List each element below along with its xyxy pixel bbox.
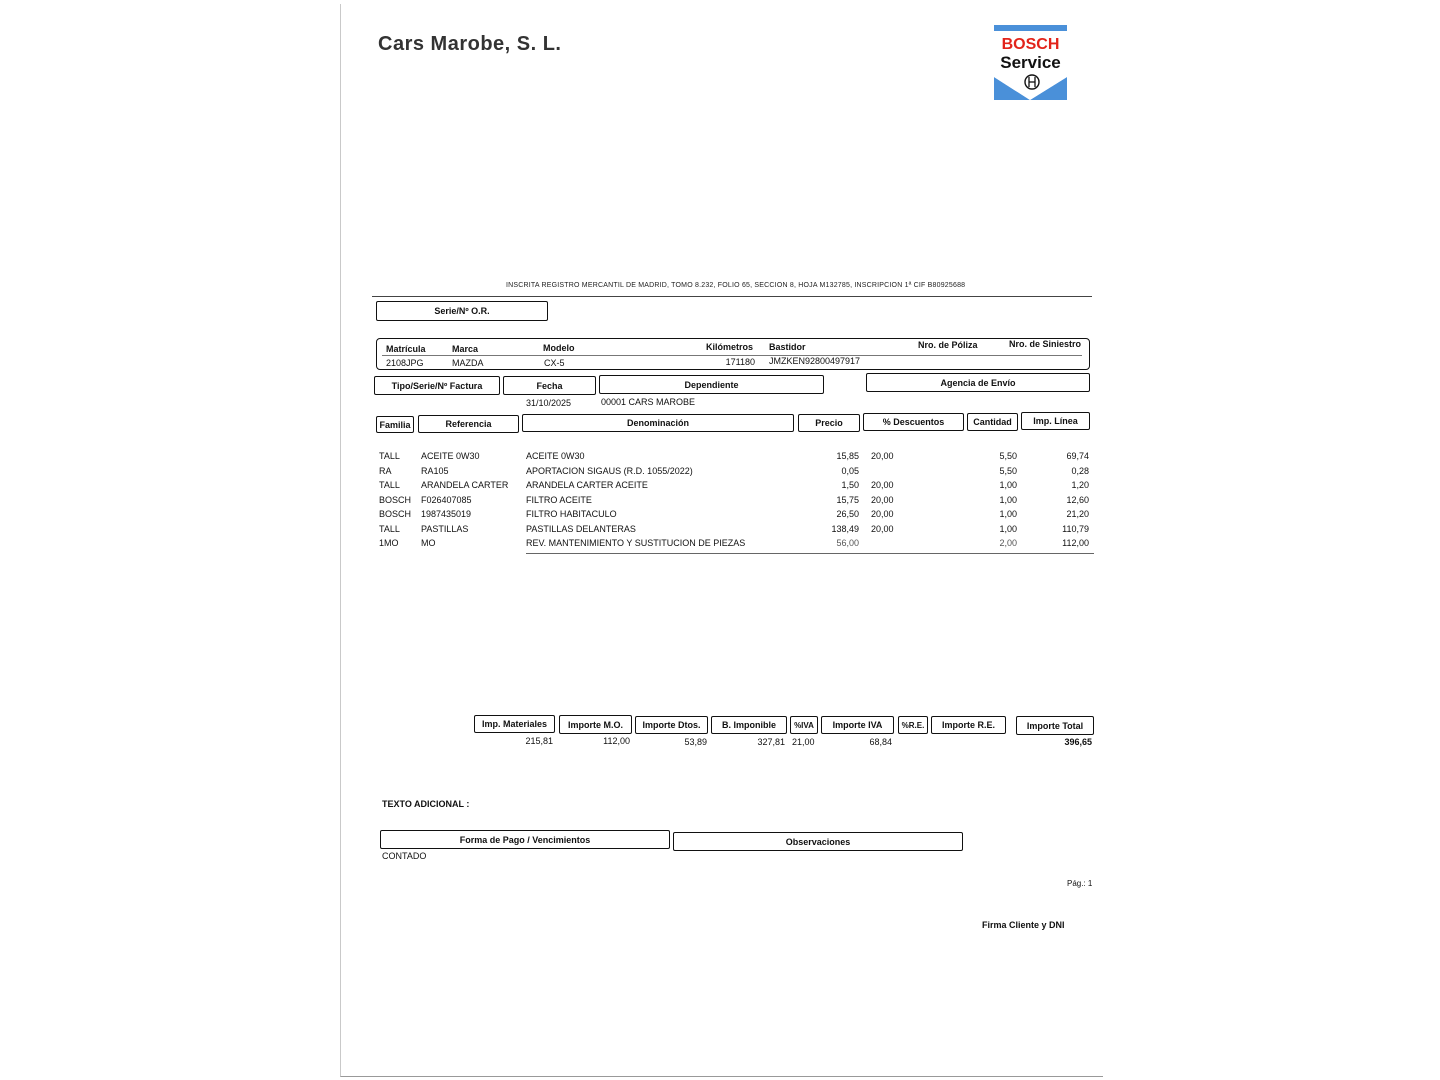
total-header-base: B. Imponible	[711, 716, 787, 734]
lines-bottom-rule	[526, 553, 1094, 554]
table-row: BOSCH F026407085 FILTRO ACEITE 15,75 20,00 1,00 12,60	[379, 495, 1089, 505]
dependiente-label: Dependiente	[684, 379, 739, 390]
svg-text:Service: Service	[1000, 53, 1061, 72]
col-header-cantidad: Cantidad	[967, 413, 1018, 431]
total-iva-pct-value: 21,00	[792, 737, 815, 747]
total-mo-value: 112,00	[603, 736, 630, 746]
total-header-dtos: Importe Dtos.	[635, 716, 708, 734]
total-iva-value: 68,84	[869, 737, 892, 747]
modelo-label: Modelo	[543, 343, 575, 353]
company-name: Cars Marobe, S. L.	[378, 33, 562, 55]
agencia-box	[866, 373, 1090, 392]
bastidor-label: Bastidor	[769, 342, 806, 352]
header-divider	[372, 296, 1092, 297]
col-header-referencia: Referencia	[418, 415, 519, 433]
poliza-label: Nro. de Póliza	[918, 340, 978, 350]
matricula-value: 2108JPG	[386, 358, 424, 368]
observaciones-box	[673, 832, 963, 851]
col-header-familia: Familia	[376, 416, 414, 433]
table-row: RA RA105 APORTACION SIGAUS (R.D. 1055/2022) 0,05 5,50 0,28	[379, 466, 1089, 476]
fecha-label: Fecha	[536, 380, 563, 391]
texto-adicional-label: TEXTO ADICIONAL :	[382, 799, 470, 809]
firma-label: Firma Cliente y DNI	[982, 920, 1065, 930]
page-number: Pág.: 1	[1067, 879, 1093, 888]
total-base-value: 327,81	[757, 737, 785, 747]
total-header-re-pct: %R.E.	[898, 716, 928, 734]
total-header-iva-pct: %IVA	[790, 716, 818, 734]
serie-or-box	[376, 301, 548, 321]
svg-text:BOSCH: BOSCH	[1001, 36, 1060, 53]
col-header-importe: Imp. Línea	[1021, 412, 1090, 430]
fecha-value: 31/10/2025	[526, 398, 572, 408]
total-header-total: Importe Total	[1016, 716, 1094, 735]
registry-text: INSCRITA REGISTRO MERCANTIL DE MADRID, TOMO 8.232, FOLIO 65, SECCION 8, HOJA M132785, INSCRIPCION 1ª CIF B80925688	[506, 282, 966, 289]
serie-or-label: Serie/Nº O.R.	[434, 306, 490, 316]
total-dtos-value: 53,89	[684, 737, 707, 747]
agencia-label: Agencia de Envío	[940, 377, 1016, 388]
vehicle-label-underline	[382, 355, 1082, 356]
col-header-denominacion: Denominación	[522, 414, 794, 432]
fecha-box	[503, 376, 596, 395]
col-header-descuentos: % Descuentos	[863, 413, 964, 431]
table-row: TALL PASTILLAS PASTILLAS DELANTERAS 138,49 20,00 1,00 110,79	[379, 524, 1089, 534]
table-row: BOSCH 1987435019 FILTRO HABITACULO 26,50 20,00 1,00 21,20	[379, 509, 1089, 519]
dependiente-value: 00001 CARS MAROBE	[601, 397, 696, 407]
bosch-service-logo	[994, 25, 1067, 100]
matricula-label: Matrícula	[386, 344, 426, 354]
total-materiales-value: 215,81	[525, 736, 553, 746]
dependiente-box	[599, 375, 824, 394]
total-header-mo: Importe M.O.	[559, 715, 632, 734]
modelo-value: CX-5	[544, 358, 565, 368]
tipo-factura-box	[374, 376, 500, 395]
table-row: TALL ACEITE 0W30 ACEITE 0W30 15,85 20,00 5,50 69,74	[379, 451, 1089, 461]
marca-label: Marca	[452, 344, 479, 354]
tipo-factura-label: Tipo/Serie/Nº Factura	[391, 380, 483, 391]
marca-value: MAZDA	[452, 358, 484, 368]
siniestro-label: Nro. de Siniestro	[1009, 339, 1082, 349]
observaciones-label: Observaciones	[785, 836, 851, 847]
total-importe-value: 396,65	[1064, 737, 1092, 747]
forma-pago-label: Forma de Pago / Vencimientos	[459, 834, 591, 845]
total-header-materiales: Imp. Materiales	[474, 715, 555, 733]
kilometros-label: Kilómetros	[706, 342, 754, 352]
total-header-re: Importe R.E.	[931, 716, 1006, 734]
forma-pago-value: CONTADO	[382, 851, 427, 861]
bastidor-value: JMZKEN92800497917	[769, 356, 861, 366]
table-row: TALL ARANDELA CARTER ARANDELA CARTER ACEITE 1,50 20,00 1,00 1,20	[379, 480, 1089, 490]
kilometros-value: 171180	[725, 357, 755, 367]
table-row: 1MO MO REV. MANTENIMIENTO Y SUSTITUCION DE PIEZAS 56,00 2,00 112,00	[379, 538, 1089, 548]
forma-pago-box	[380, 830, 670, 849]
total-header-iva: Importe IVA	[821, 716, 894, 734]
col-header-precio: Precio	[798, 414, 860, 432]
